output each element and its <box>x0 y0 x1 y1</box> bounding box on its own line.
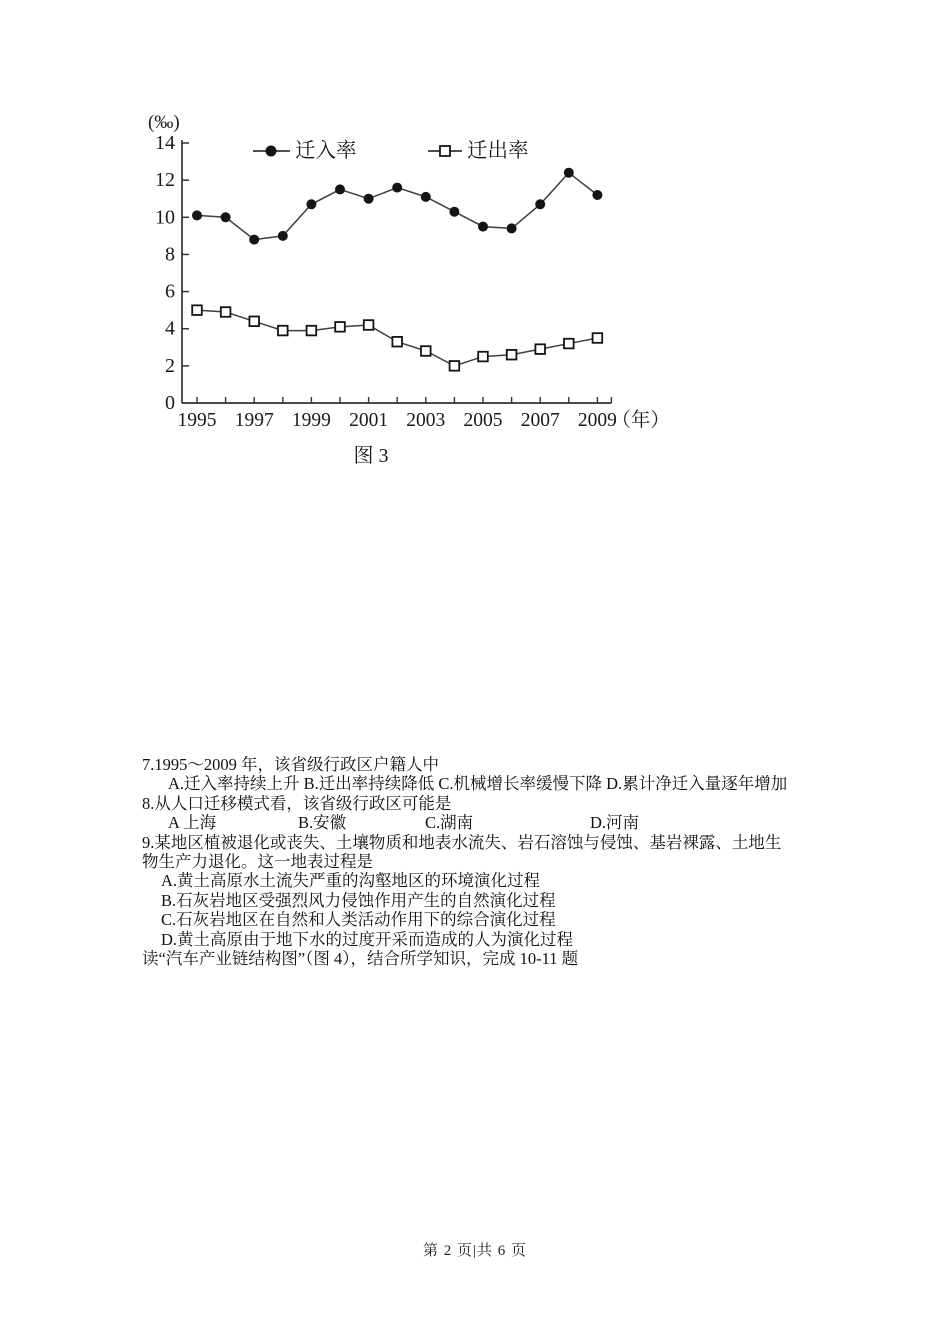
y-tick-label: 4 <box>165 317 175 340</box>
circle-marker <box>306 199 316 209</box>
x-tick-label: 2009 <box>577 410 617 431</box>
x-axis-unit-label: （年） <box>611 410 670 431</box>
square-marker <box>192 305 202 315</box>
square-marker <box>564 339 574 349</box>
question-9-stem-line2: 物生产力退化。这一地表过程是 <box>142 852 373 872</box>
circle-marker <box>392 183 402 193</box>
square-marker <box>421 346 431 356</box>
square-marker <box>364 320 374 330</box>
question-7-options: A.迁入率持续上升 B.迁出率持续降低 C.机械增长率缓慢下降 D.累计净迁入量逐年增加 <box>168 774 788 794</box>
migration-rate-chart <box>140 98 720 478</box>
square-marker <box>307 326 317 336</box>
legend-label: 迁出率 <box>467 140 529 162</box>
circle-marker <box>249 235 259 245</box>
square-marker <box>478 352 488 362</box>
x-tick-label: 1995 <box>177 410 217 431</box>
square-marker <box>278 326 288 336</box>
legend-circle-marker <box>266 146 277 157</box>
y-tick-label: 12 <box>155 169 175 192</box>
circle-marker <box>278 231 288 241</box>
square-marker <box>450 361 460 371</box>
question-8-option-b: B.安徽 <box>298 813 347 833</box>
y-tick-label: 0 <box>165 392 175 414</box>
x-tick-label: 2007 <box>520 410 560 431</box>
legend-square-marker <box>440 146 450 156</box>
square-marker <box>535 344 545 354</box>
page-footer: 第 2 页|共 6 页 <box>422 1243 527 1259</box>
x-tick-label: 2001 <box>349 410 389 431</box>
circle-marker <box>192 210 202 220</box>
question-8-options-row <box>0 813 950 832</box>
question-8-option-c: C.湖南 <box>425 813 474 833</box>
question-9-option-a: A.黄土高原水土流失严重的沟壑地区的环境演化过程 <box>161 871 541 891</box>
square-marker <box>249 316 259 326</box>
figure-caption: 图 3 <box>353 445 389 467</box>
question-9-stem-line1: 9.某地区植被退化或丧失、土壤物质和地表水流失、岩石溶蚀与侵蚀、基岩裸露、土地生 <box>142 832 782 852</box>
circle-marker <box>507 223 517 233</box>
circle-marker <box>592 190 602 200</box>
question-7-stem: 7.1995～2009 年，该省级行政区户籍人中 <box>142 755 439 774</box>
question-9-option-d: D.黄土高原由于地下水的过度开采而造成的人为演化过程 <box>161 929 574 949</box>
square-marker <box>221 307 231 317</box>
circle-marker <box>478 222 488 232</box>
legend-label: 迁入率 <box>295 140 357 162</box>
square-marker <box>335 322 345 332</box>
circle-marker <box>221 212 231 222</box>
question-9-option-c: C.石灰岩地区在自然和人类活动作用下的综合演化过程 <box>161 910 556 930</box>
y-tick-label: 10 <box>155 206 175 229</box>
x-tick-label: 2005 <box>463 410 503 431</box>
y-tick-label: 6 <box>165 280 175 303</box>
migration-rate-chart-svg <box>140 98 720 478</box>
question-8-stem: 8.从人口迁移模式看，该省级行政区可能是 <box>142 793 452 813</box>
square-marker <box>507 350 517 360</box>
x-tick-label: 2003 <box>406 410 446 431</box>
x-tick-label: 1997 <box>234 410 274 431</box>
square-marker <box>392 337 402 347</box>
y-tick-label: 14 <box>155 132 175 155</box>
circle-marker <box>421 192 431 202</box>
circle-marker <box>535 199 545 209</box>
circle-marker <box>364 194 374 204</box>
circle-marker <box>335 184 345 194</box>
y-tick-label: 8 <box>165 243 175 266</box>
square-marker <box>593 333 603 343</box>
circle-marker <box>564 168 574 178</box>
reading-instruction: 读“汽车产业链结构图”（图 4），结合所学知识，完成 10-11 题 <box>142 949 579 969</box>
x-tick-label: 1999 <box>291 410 331 431</box>
y-axis-unit-label: (‰) <box>148 112 180 133</box>
circle-marker <box>449 207 459 217</box>
y-tick-label: 2 <box>165 354 175 377</box>
question-8-option-d: D.河南 <box>590 813 640 833</box>
exam-text-block <box>0 755 950 968</box>
question-9-option-b: B.石灰岩地区受强烈风力侵蚀作用产生的自然演化过程 <box>161 890 556 910</box>
question-8-option-a: A 上海 <box>168 813 217 833</box>
